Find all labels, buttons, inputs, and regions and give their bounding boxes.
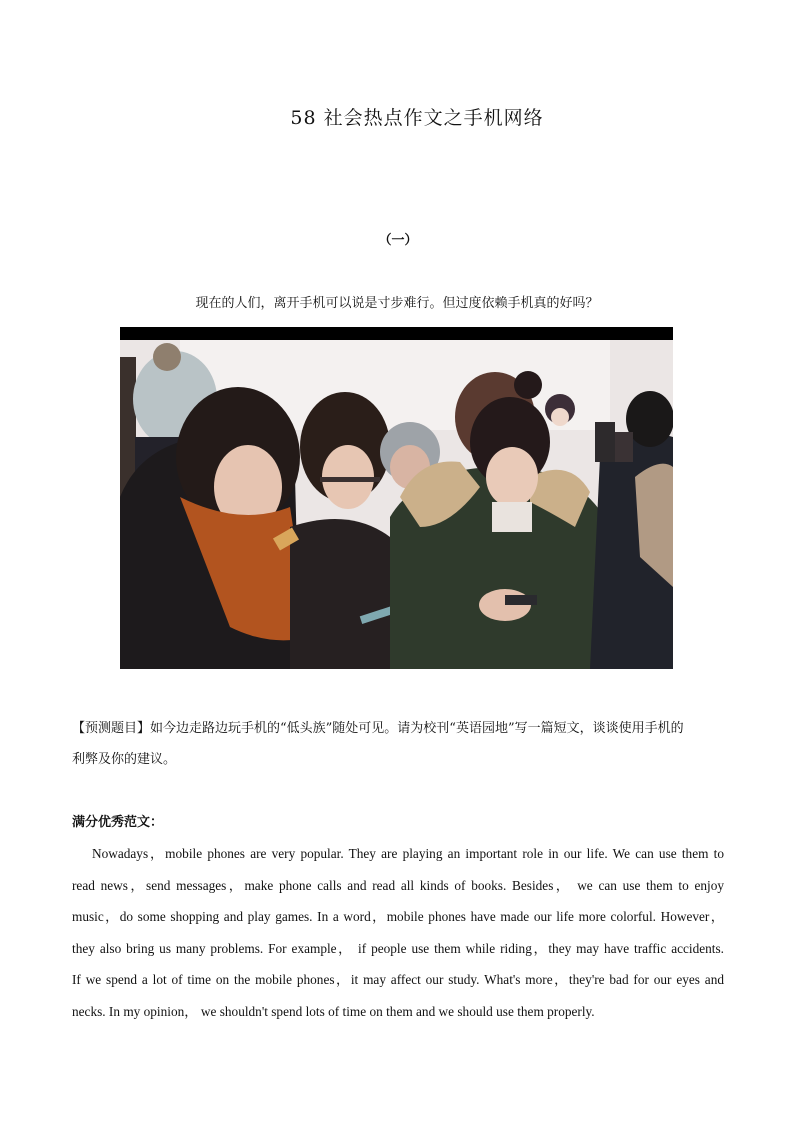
prompt-line-1: 【预测题目】如今边走路边玩手机的“低头族”随处可见。请为校刊“英语园地”写一篇短文，谈谈使用手机的 (72, 721, 684, 736)
people-using-phones-photo (120, 327, 673, 669)
prompt-line-2: 利弊及你的建议。 (72, 752, 177, 767)
essay-line: they also bring us many problems. For example， if people use them while riding，they may have traffic accidents. (72, 940, 724, 956)
essay-line: If we spend a lot of time on the mobile phones，it may affect our study. What's more，they're bad for our eyes and (72, 972, 724, 988)
essay-line: necks. In my opinion， we shouldn't spend lots of time on them and we should use them properly. (72, 1003, 595, 1019)
prompt-text (72, 713, 728, 775)
essay-line: read news，send messages，make phone calls and read all kinds of books. Besides， we can use them to enjoy (72, 877, 724, 893)
essay-line: Nowadays，mobile phones are very popular. They are playing an important role in our life. We can use them to (92, 846, 724, 861)
model-essay (72, 838, 724, 1028)
essay-line: music，do some shopping and play games. In a word，mobile phones have made our life more colorful. However， (72, 909, 724, 925)
intro-text: 现在的人们，离开手机可以说是寸步难行。但过度依赖手机真的好吗？ (195, 296, 599, 311)
model-essay-label: 满分优秀范文： (72, 815, 164, 830)
document-title: 58 社会热点作文之手机网络 (290, 107, 544, 129)
section-label: （一） (378, 233, 418, 248)
